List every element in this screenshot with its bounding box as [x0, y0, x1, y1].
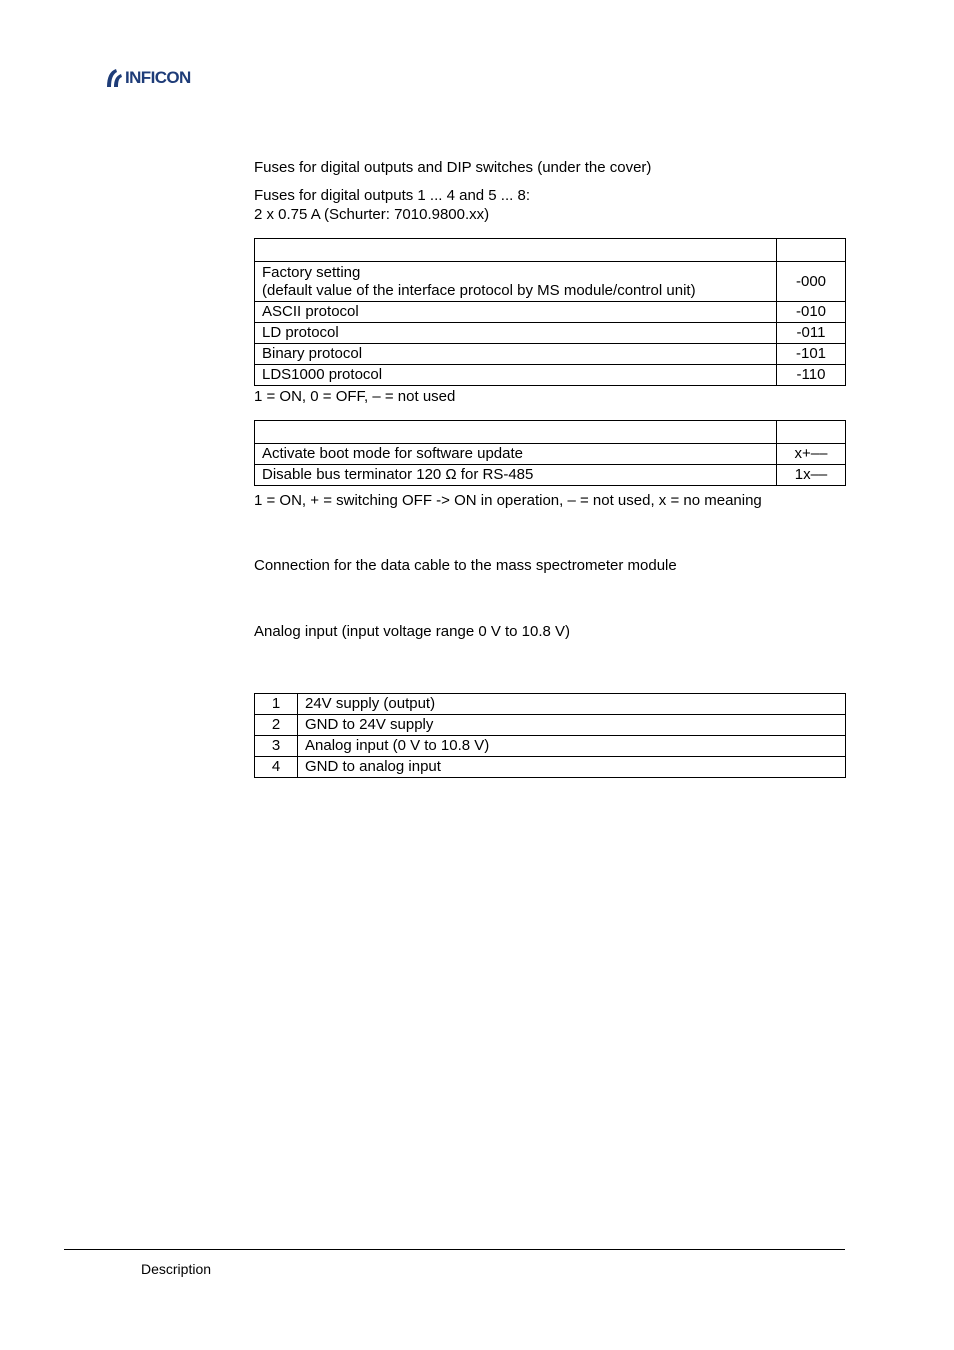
connection-text: Connection for the data cable to the mass spectrometer module: [254, 557, 677, 574]
table-row: [255, 444, 846, 465]
row-label-line-2: (default value of the interface protocol by MS module/control unit): [262, 281, 696, 299]
fuses-line-2: 2 x 0.75 A (Schurter: 7010.9800.xx): [254, 206, 490, 223]
pin-number: 4: [255, 757, 298, 778]
row-label: Activate boot mode for software update: [255, 444, 777, 465]
footer-divider: [64, 1249, 845, 1250]
row-code: -101: [777, 344, 846, 365]
table-header-row: [255, 239, 846, 262]
row-label-line-1: Factory setting: [262, 263, 361, 281]
row-label: [255, 262, 777, 302]
header-cell: [255, 239, 777, 262]
row-label: ASCII protocol: [255, 302, 777, 323]
protocol-table-note: 1 = ON, 0 = OFF, – = not used: [254, 388, 456, 405]
analog-input-text: Analog input (input voltage range 0 V to 10.8 V): [254, 623, 571, 640]
table-row: [255, 323, 846, 344]
row-label: LDS1000 protocol: [255, 365, 777, 386]
row-code: -000: [777, 262, 846, 302]
pin-description: GND to 24V supply: [298, 715, 846, 736]
table-row: [255, 736, 846, 757]
header-cell: [777, 421, 846, 444]
table-row: [255, 757, 846, 778]
table-header-row: [255, 421, 846, 444]
pin-description: Analog input (0 V to 10.8 V): [298, 736, 846, 757]
fuses-title: Fuses for digital outputs and DIP switches (under the cover): [254, 159, 652, 176]
fuses-line-1: Fuses for digital outputs 1 ... 4 and 5 ... 8:: [254, 187, 530, 204]
pin-number: 1: [255, 694, 298, 715]
inficon-logo: [104, 67, 191, 89]
row-label: LD protocol: [255, 323, 777, 344]
inficon-logo-mark-icon: [104, 67, 124, 89]
row-code: 1x––: [777, 465, 846, 486]
row-code: x+––: [777, 444, 846, 465]
row-code: -110: [777, 365, 846, 386]
table-row: [255, 262, 846, 302]
row-code: -011: [777, 323, 846, 344]
logo-text: INFICON: [125, 68, 191, 87]
pin-number: 3: [255, 736, 298, 757]
table-row: [255, 302, 846, 323]
row-code: -010: [777, 302, 846, 323]
pin-number: 2: [255, 715, 298, 736]
boot-dip-table: [254, 420, 846, 486]
table-row: [255, 715, 846, 736]
header-cell: [255, 421, 777, 444]
row-label: Binary protocol: [255, 344, 777, 365]
pin-description: 24V supply (output): [298, 694, 846, 715]
header-cell: [777, 239, 846, 262]
footer-section-label: Description: [141, 1261, 212, 1277]
table-row: [255, 344, 846, 365]
pin-assignment-table: [254, 693, 846, 778]
protocol-dip-table: [254, 238, 846, 386]
table-row: [255, 465, 846, 486]
boot-table-note: 1 = ON, + = switching OFF -> ON in operation, – = not used, x = no meaning: [254, 492, 762, 509]
pin-description: GND to analog input: [298, 757, 846, 778]
table-row: [255, 365, 846, 386]
row-label: Disable bus terminator 120 Ω for RS-485: [255, 465, 777, 486]
table-row: [255, 694, 846, 715]
